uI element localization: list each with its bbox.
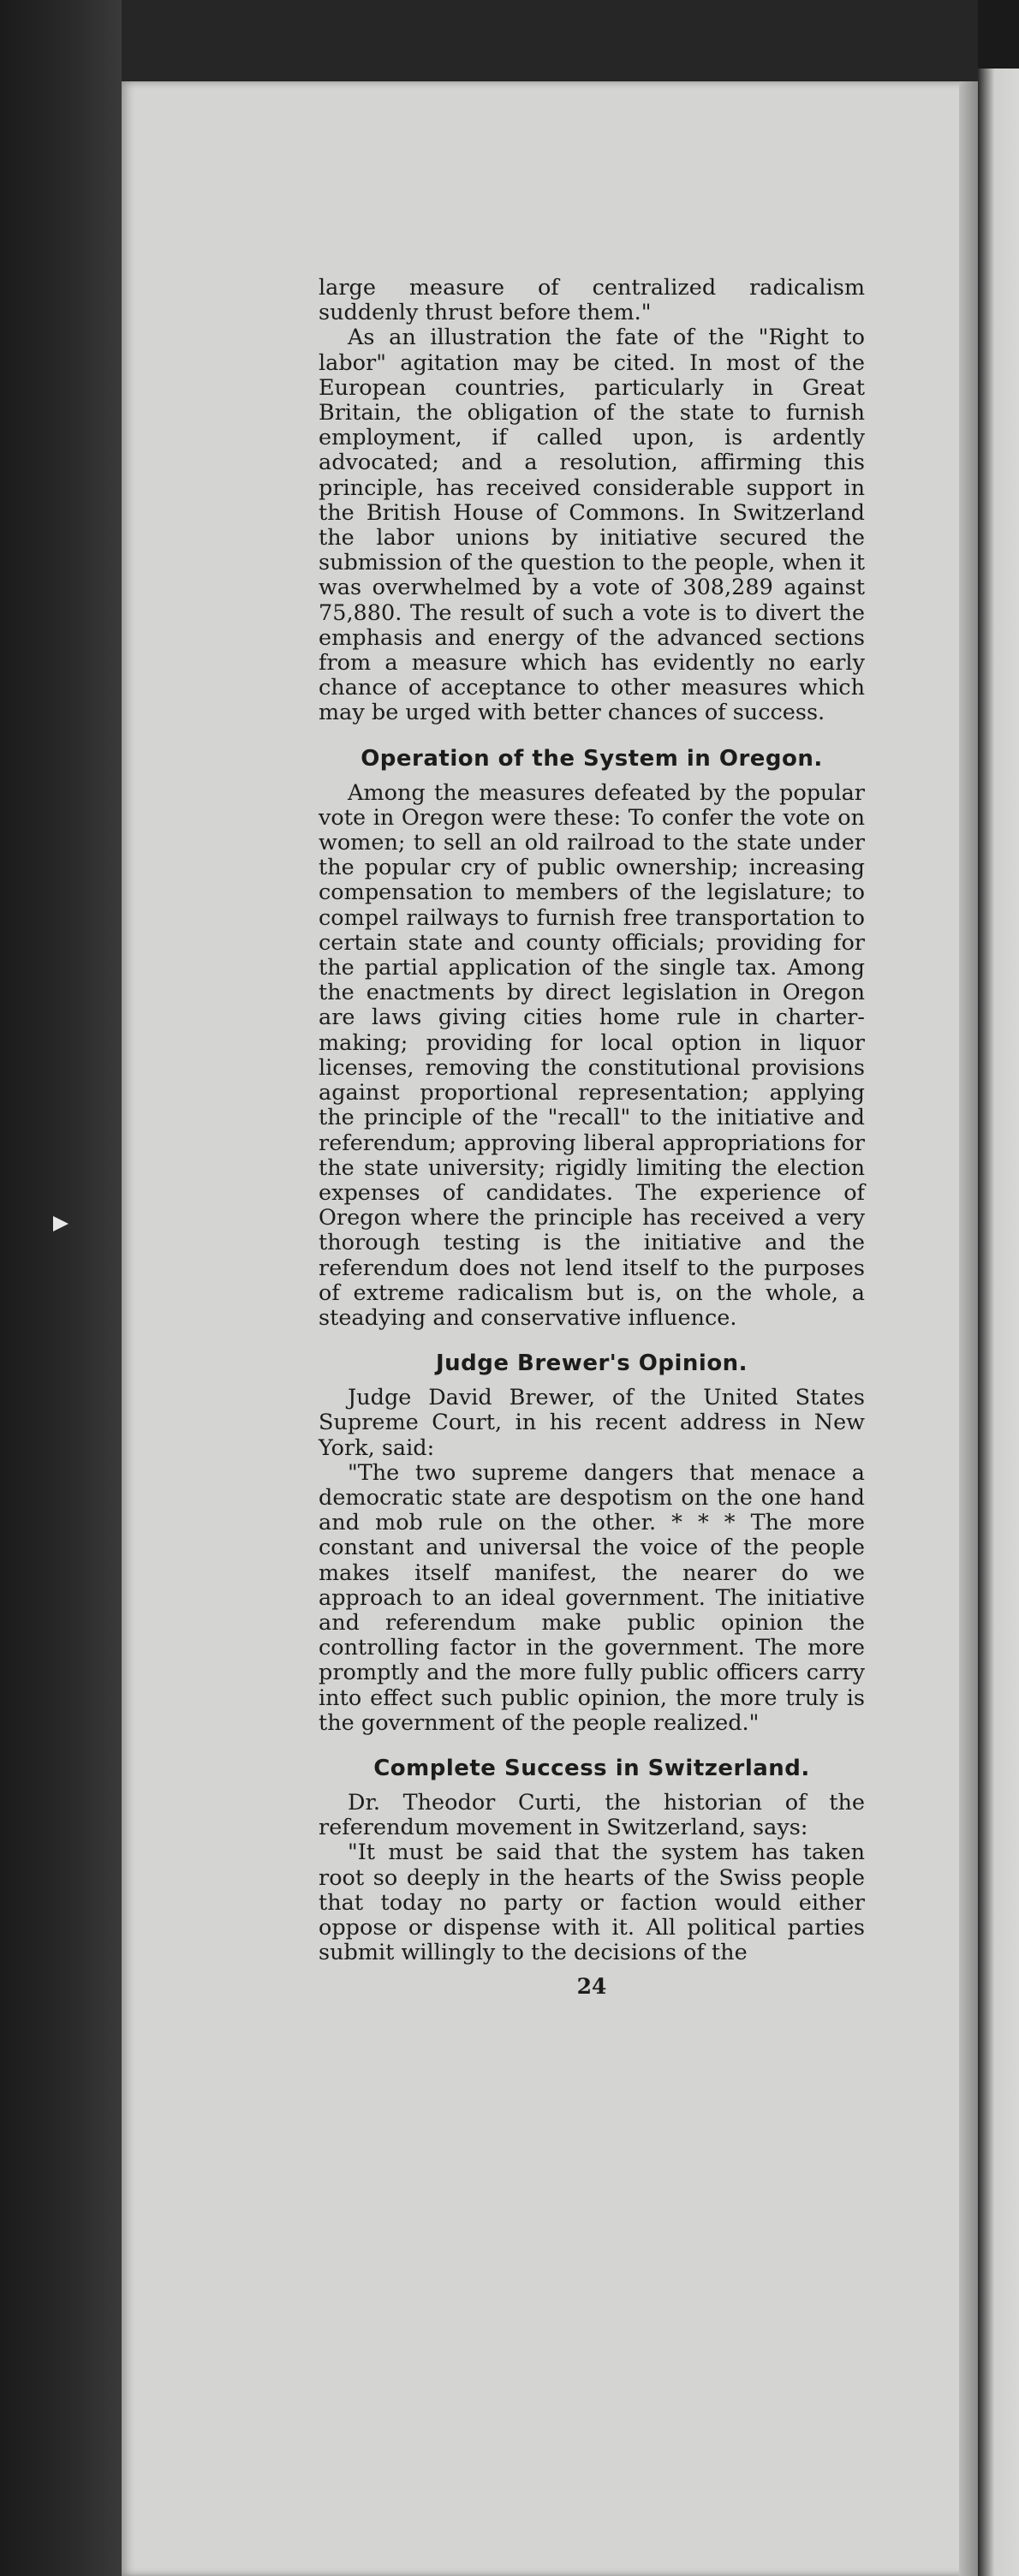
heading-oregon: Operation of the System in Oregon. — [361, 745, 823, 772]
heading-switzerland: Complete Success in Switzerland. — [373, 1755, 810, 1781]
text-column — [319, 276, 865, 2000]
page-number: 24 — [576, 1974, 607, 2000]
paragraph-curti-intro: Dr. Theodor Curti, the historian of the referendum movement in Switzerland, says: — [319, 1789, 865, 1841]
paragraph-continuation: large measure of centralized radicalism suddenly thrust before them." — [319, 275, 865, 326]
paragraph-brewer-quote: "The two supreme dangers that menace a democratic state are despotism on the one hand and mob rule on the other. * * * The more constant and universal the voice of the people makes itself manifest, the nearer do we approach to an ideal government. The initiative and referendum make public opinion the controlling factor in the government. The more promptly and the more fully public officers carry into effect such public opinion, the more truly is the government of the people realized." — [319, 1459, 865, 1736]
scan-arrow-mark — [53, 1216, 69, 1231]
page-gutter — [959, 81, 978, 2576]
adjacent-page-edge — [978, 69, 1019, 2576]
paragraph-oregon: Among the measures defeated by the popular vote in Oregon were these: To confer the vote on women; to sell an old railroad to the state under the popular cry of public ownership; increasing compensation to members of the legislature; to compel railways to furnish free transportation to certain state and county officials; providing for the partial application of the single tax. Among the enactments by direct legislation in Oregon are laws giving cities home rule in charter-making; providing for local option in liquor licenses, removing the constitutional provisions against proportional representation; applying the principle of the "recall" to the initiative and referendum; approving liberal appropriations for the state university; rigidly limiting the election expenses of candidates. The experience of Oregon where the principle has received a very thorough testing is the initiative and the referendum does not lend itself to the purposes of extreme radicalism but is, on the whole, a steadying and conservative influence. — [319, 779, 865, 1331]
scan-left-margin — [0, 0, 122, 2576]
paragraph-right-to-labor: As an illustration the fate of the "Right to labor" agitation may be cited. In most of the European countries, particularly in Great Britain, the obligation of the state to furnish employment, if called upon, is ardently advocated; and a resolution, affirming this principle, has received considerable support in the British House of Commons. In Switzerland the labor unions by initiative secured the submission of the question to the people, when it was overwhelmed by a vote of 308,289 against 75,880. The result of such a vote is to divert the emphasis and energy of the advanced sections from a measure which has evidently no early chance of acceptance to other measures which may be urged with better chances of success. — [319, 325, 865, 726]
heading-brewer: Judge Brewer's Opinion. — [435, 1351, 748, 1377]
paragraph-curti-quote: "It must be said that the system has taken root so deeply in the hearts of the Swiss people that today no party or faction would either oppose or dispense with it. All political parties submit willingly to the decisions of the — [319, 1840, 865, 1966]
paragraph-brewer-intro: Judge David Brewer, of the United States Supreme Court, in his recent address in New York, said: — [319, 1385, 865, 1461]
scan-top-band — [978, 0, 1019, 69]
